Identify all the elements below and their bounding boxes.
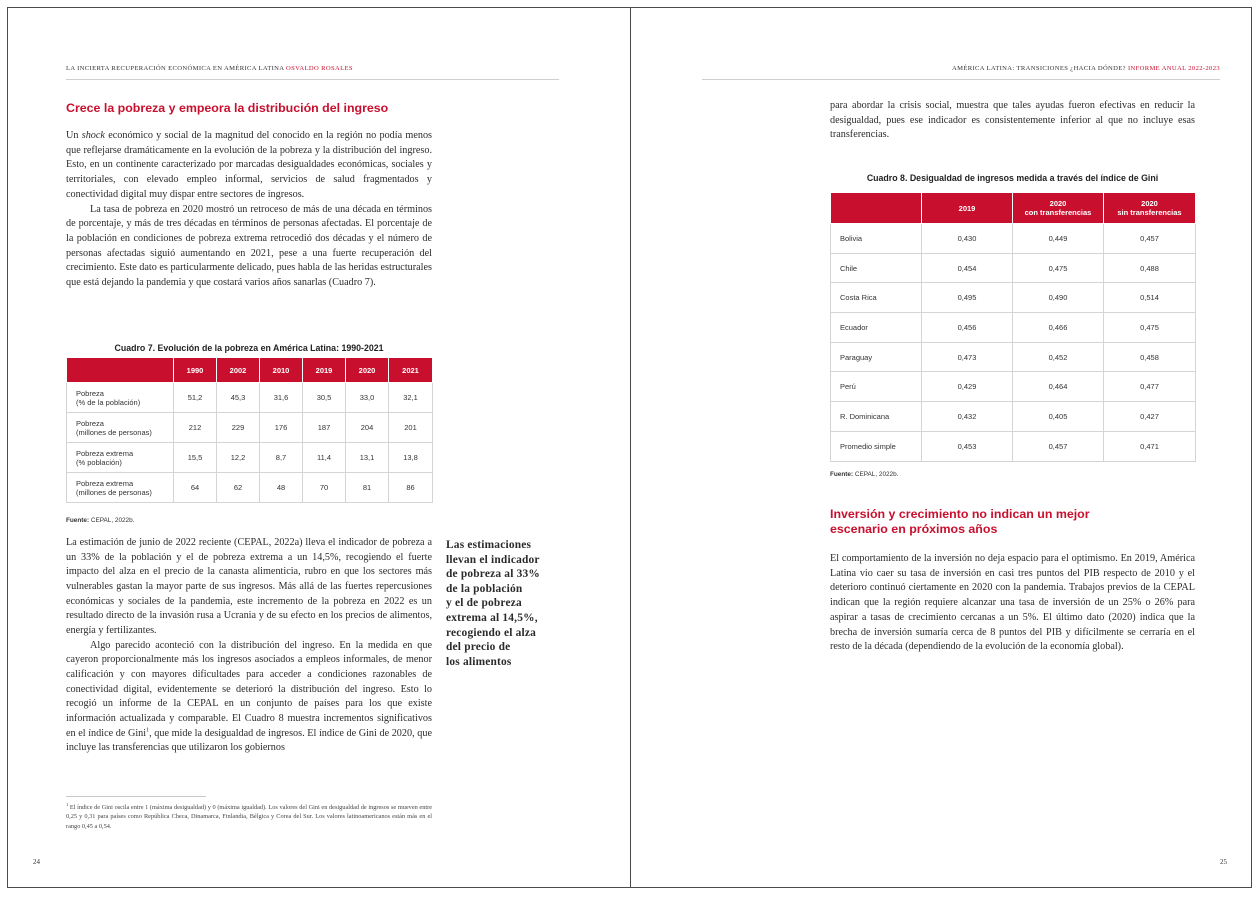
paragraph-2: La tasa de pobreza en 2020 mostró un retroceso de más de una década en términos de porcentaje, y más de tres décadas en términos de personas afectadas. El porcentaje de la población en condiciones de pobreza extrema retrocedió dos décadas y el número de personas afectadas siguió aumentando en 2021, pese a una fuerte recuperación del crecimiento. Este dato es particularmente delicado, pues habla de las heridas estructurales que está dejando la pandemia y que costará varios años sanarlas (Cuadro 7).: [66, 203, 432, 289]
table7-year-header: 2021: [389, 358, 433, 383]
footnote-divider: [66, 796, 206, 797]
header-divider: [66, 79, 559, 80]
body-text-estimation: [66, 536, 432, 756]
table-cell: 70: [303, 473, 346, 503]
table-cell: 176: [260, 413, 303, 443]
running-header-author: OSVALDO ROSALES: [286, 65, 353, 72]
running-header-title: LA INCIERTA RECUPERACIÓN ECONÓMICA EN AMÉRICA LATINA: [66, 65, 285, 72]
page-number-left: 24: [33, 858, 40, 866]
paragraph-3: La estimación de junio de 2022 reciente (CEPAL, 2022a) lleva el indicador de pobreza a un 33% de la población y el de pobreza extrema a un 14,5%, recogiendo el fuerte impacto del alza en el precio de la canasta alimenticia, rubro en que los sectores más vulnerables gastan la mayor parte de sus ingresos. Más allá de las fuertes repercusiones económicas y sociales de la pandemia, este incremento de la pobreza en 2022 es un resultado directo de la invasión rusa a Ucrania y de su efecto en los precios de alimentos, energía y fertilizantes.: [66, 537, 432, 636]
table-row: [67, 473, 433, 503]
gini-table: [830, 192, 1196, 462]
pull-quote-line: recogiendo el alza: [446, 626, 537, 639]
pull-quote-line: y el de pobreza: [446, 597, 522, 610]
table-cell: 0,453: [922, 431, 1013, 461]
table8-country: R. Dominicana: [831, 402, 922, 432]
table8-country: Bolivia: [831, 224, 922, 254]
table-cell: 0,454: [922, 253, 1013, 283]
table-cell: 0,477: [1104, 372, 1196, 402]
table-cell: 0,475: [1013, 253, 1104, 283]
table7-year-header: 2020: [346, 358, 389, 383]
table-cell: 0,429: [922, 372, 1013, 402]
left-running-header: [66, 65, 353, 72]
pull-quote-line: extrema al 14,5%,: [446, 611, 538, 624]
table-row: [831, 342, 1196, 372]
table8-column-header: 2020 sin transferencias: [1104, 193, 1196, 224]
table7-year-header: 1990: [174, 358, 217, 383]
table8-column-header: 2020 con transferencias: [1013, 193, 1104, 224]
table8-country: Perú: [831, 372, 922, 402]
footnote: $^1$ El índice de Gini oscila entre 1 (máxima desigualdad) y 0 (máxima igualdad). Los valores del Gini en desigualdad de ingresos se mueven entre 0,25 y 0,31 para países como República Checa, Dinamarca, Finlandia, Bélgica y Corea del Sur. Los valores latinoamericanos están más en el rango 0,45 a 0,54.: [66, 802, 432, 830]
table8-source: Fuente: CEPAL, 2022b.: [830, 471, 899, 478]
table8-country: Costa Rica: [831, 283, 922, 313]
table-cell: 8,7: [260, 443, 303, 473]
table-cell: 0,475: [1104, 313, 1196, 343]
table-cell: 187: [303, 413, 346, 443]
table-row: [831, 431, 1196, 461]
table-row: [831, 283, 1196, 313]
table-cell: 0,449: [1013, 224, 1104, 254]
table-cell: 81: [346, 473, 389, 503]
table-cell: 12,2: [217, 443, 260, 473]
table7-row-label: Pobreza (millones de personas): [67, 413, 174, 443]
table-cell: 11,4: [303, 443, 346, 473]
right-page: [631, 8, 1251, 887]
table-cell: 0,495: [922, 283, 1013, 313]
table-row: [67, 413, 433, 443]
table-cell: 64: [174, 473, 217, 503]
table-cell: 0,456: [922, 313, 1013, 343]
table7-year-header: 2002: [217, 358, 260, 383]
book-spread: [7, 7, 1252, 888]
table7-row-label: Pobreza (% de la población): [67, 383, 174, 413]
table-cell: 13,1: [346, 443, 389, 473]
table-row: [831, 224, 1196, 254]
table-row: [67, 383, 433, 413]
running-header-report: INFORME ANUAL 2022-2023: [1127, 65, 1220, 72]
table-cell: 0,514: [1104, 283, 1196, 313]
table7-year-header: 2010: [260, 358, 303, 383]
table8-country: Promedio simple: [831, 431, 922, 461]
table7-source: Fuente: CEPAL, 2022b.: [66, 517, 135, 524]
table-cell: 0,432: [922, 402, 1013, 432]
pull-quote-line: de la población: [446, 582, 523, 595]
pull-quote: [446, 538, 540, 669]
body-text-investment: [830, 552, 1195, 655]
table-cell: 0,488: [1104, 253, 1196, 283]
header-divider: [702, 79, 1220, 80]
body-text-intro: [66, 129, 432, 291]
table-row: [67, 443, 433, 473]
table-cell: 0,452: [1013, 342, 1104, 372]
table7-corner: [67, 358, 174, 383]
table-cell: 62: [217, 473, 260, 503]
table-cell: 0,471: [1104, 431, 1196, 461]
table-cell: 0,466: [1013, 313, 1104, 343]
footnote-ref: 1: [146, 727, 150, 734]
paragraph-4: Algo parecido aconteció con la distribución del ingreso. En la medida en que cayeron proporcionalmente más los ingresos asociados a empleos informales, de menor calificación y con mayores dificultades para acceder a condiciones razonables de conectividad digital, evidentemente se deterioró la distribución del ingreso. Esto lo recogió un informe de la CEPAL en un conjunto de países para los que existe información actualizada y comparable. El Cuadro 8 muestra incrementos significativos en el índice de Gini$^1$, que mide la desigualdad de ingresos. El índice de Gini de 2020, que incluye las transferencias que utilizaron los gobiernos: [66, 639, 432, 754]
table8-country: Ecuador: [831, 313, 922, 343]
table-cell: 13,8: [389, 443, 433, 473]
table7-header-row: [67, 358, 433, 383]
table8-title: Cuadro 8. Desigualdad de ingresos medida a través del índice de Gini: [866, 173, 1159, 183]
left-page: [8, 8, 631, 887]
right-running-header: [952, 65, 1220, 72]
table-cell: 0,457: [1104, 224, 1196, 254]
pull-quote-line: Las estimaciones: [446, 539, 532, 551]
running-header-title: AMÉRICA LATINA: TRANSICIONES ¿HACIA DÓNDE?: [952, 65, 1126, 72]
table-cell: 33,0: [346, 383, 389, 413]
table7-row-label: Pobreza extrema (% población): [67, 443, 174, 473]
table-cell: 45,3: [217, 383, 260, 413]
table-cell: 15,5: [174, 443, 217, 473]
paragraph-investment: El comportamiento de la inversión no deja espacio para el optimismo. En 2019, América Latina vio caer su tasa de inversión en casi tres puntos del PIB respecto de 2010 y el deterioro continuó ciertamente en 2020 con la pandemia. Trabajos previos de la CEPAL indican que la región requiere alcanzar una tasa de inversión de un 25% o 26% para aspirar a tasas de crecimiento cercanas a un 5%. El último dato (2020) indica que la brecha de inversión sumaría cerca de 8 puntos del PIB y difícilmente se cerraría en el resto de la década (dependiendo de la evolución de la economía global).: [830, 553, 1195, 653]
table8-column-header: 2019: [922, 193, 1013, 224]
table-cell: 0,464: [1013, 372, 1104, 402]
paragraph-continued: para abordar la crisis social, muestra que tales ayudas fueron efectivas en reducir la desigualdad, pues ese indicador es consistentemente inferior al que no incluye esas transferencias.: [830, 100, 1195, 141]
table-row: [831, 402, 1196, 432]
pull-quote-line: del precio de: [446, 641, 511, 654]
table-cell: 0,458: [1104, 342, 1196, 372]
table8-country: Chile: [831, 253, 922, 283]
table-cell: 201: [389, 413, 433, 443]
table8-corner: [831, 193, 922, 224]
table-cell: 0,490: [1013, 283, 1104, 313]
section-title-poverty: Crece la pobreza y empeora la distribución del ingreso: [66, 101, 389, 115]
table7-title: Cuadro 7. Evolución de la pobreza en América Latina: 1990-2021: [114, 343, 384, 353]
table-cell: 204: [346, 413, 389, 443]
table7-year-header: 2019: [303, 358, 346, 383]
pull-quote-line: de pobreza al 33%: [446, 568, 540, 581]
table8-country: Paraguay: [831, 342, 922, 372]
table-row: [831, 253, 1196, 283]
pull-quote-line: los alimentos: [446, 655, 512, 668]
table-cell: 0,405: [1013, 402, 1104, 432]
table7-row-label: Pobreza extrema (millones de personas): [67, 473, 174, 503]
table-cell: 32,1: [389, 383, 433, 413]
paragraph-1: Un shock económico y social de la magnitud del conocido en la región no podía menos que reflejarse dramáticamente en la evolución de la pobreza y la distribución del ingreso. Esto, en un continente caracterizado por marcadas desigualdades económicas, sociales y territoriales, con elevado empleo informal, servicios de salud fragmentados y conectividad digital muy dispar entre sectores de ingresos.: [66, 130, 433, 200]
table-cell: 212: [174, 413, 217, 443]
table-cell: 229: [217, 413, 260, 443]
table-cell: 0,473: [922, 342, 1013, 372]
section-title-investment: Inversión y crecimiento no indican un mejor escenario en próximos años: [830, 507, 1090, 536]
page-number-right: 25: [1220, 858, 1227, 866]
table-cell: 51,2: [174, 383, 217, 413]
table-cell: 0,430: [922, 224, 1013, 254]
table8-header-row: [831, 193, 1196, 224]
table-cell: 31,6: [260, 383, 303, 413]
pull-quote-line: llevan el indicador: [446, 553, 540, 566]
table-cell: 0,457: [1013, 431, 1104, 461]
table-cell: 30,5: [303, 383, 346, 413]
table-cell: 48: [260, 473, 303, 503]
table-cell: 86: [389, 473, 433, 503]
table-cell: 0,427: [1104, 402, 1196, 432]
poverty-table: [66, 357, 433, 503]
body-text-continued: [830, 99, 1195, 143]
table-row: [831, 372, 1196, 402]
table-row: [831, 313, 1196, 343]
